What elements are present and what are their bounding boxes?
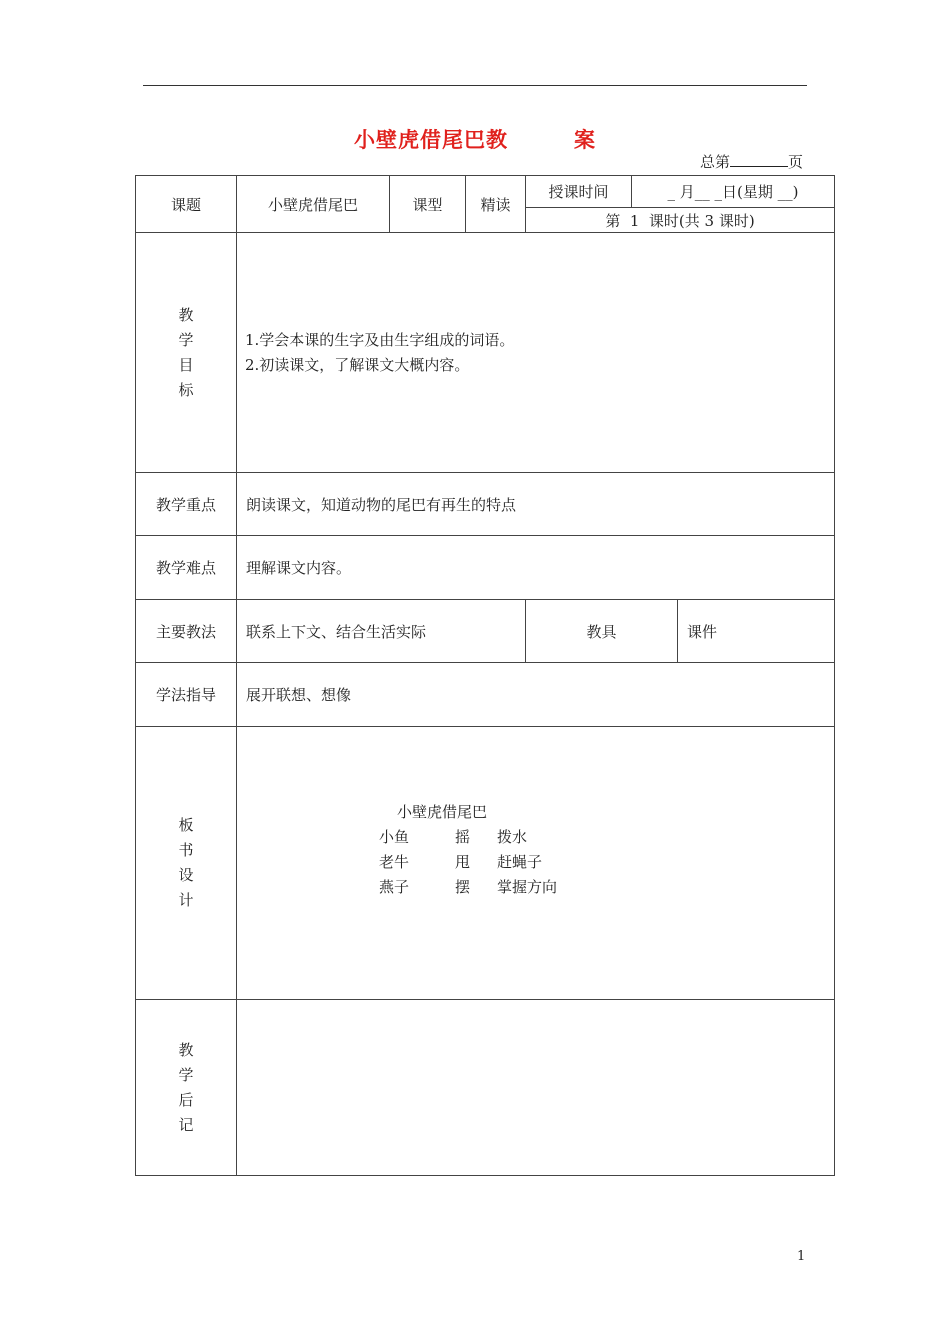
board-purpose: 赶蝇子 — [497, 853, 543, 871]
row-goals — [136, 233, 835, 473]
study-label: 学法指导 — [136, 663, 237, 727]
board-label-char: 书 — [178, 841, 194, 859]
board-action: 摆 — [455, 878, 471, 896]
date-value: _ 月__ _日(星期 __) — [632, 176, 835, 208]
page-total-suffix: 页 — [788, 153, 804, 171]
row-reflection — [136, 1000, 835, 1176]
type-value: 精读 — [466, 176, 526, 233]
row-topic — [136, 176, 835, 208]
page-total-blank — [730, 152, 788, 167]
row-study — [136, 663, 835, 727]
board-content — [237, 727, 835, 1000]
row-difficulty — [136, 536, 835, 600]
goals-label-char: 学 — [178, 330, 194, 349]
difficulty-label: 教学难点 — [136, 536, 237, 600]
header-rule — [143, 85, 807, 86]
period-value: 第 1 课时(共 3 课时) — [526, 208, 835, 233]
topic-label: 课题 — [136, 176, 237, 233]
topic-value: 小壁虎借尾巴 — [237, 176, 390, 233]
reflection-label-char: 学 — [178, 1065, 194, 1084]
board-purpose: 掌握方向 — [497, 878, 558, 896]
board-label-char: 设 — [178, 866, 194, 884]
goals-label — [136, 233, 237, 473]
board-row — [379, 850, 557, 875]
type-label: 课型 — [390, 176, 466, 233]
page-total-prefix: 总第 — [700, 153, 731, 171]
difficulty-value: 理解课文内容。 — [237, 536, 835, 600]
row-method — [136, 600, 835, 663]
board-animal: 老牛 — [379, 853, 410, 871]
board-title: 小壁虎借尾巴 — [397, 803, 488, 821]
goals-content — [237, 233, 835, 473]
goals-label-char: 标 — [178, 380, 194, 399]
board-animal: 燕子 — [379, 878, 410, 896]
goal-item: 1.学会本课的生字及由生字组成的词语。 — [245, 330, 515, 349]
lesson-plan-table — [135, 175, 835, 1176]
reflection-label — [136, 1000, 237, 1176]
goal-item: 2.初读课文，了解课文大概内容。 — [245, 355, 470, 374]
board-animal: 小鱼 — [379, 828, 410, 846]
method-value: 联系上下文、结合生活实际 — [237, 600, 526, 663]
reflection-label-char: 后 — [178, 1090, 194, 1109]
row-key-point — [136, 473, 835, 536]
goals-label-char: 目 — [178, 355, 194, 374]
time-label: 授课时间 — [526, 176, 632, 208]
board-label — [136, 727, 237, 1000]
tools-value: 课件 — [678, 600, 835, 663]
board-layout — [379, 800, 557, 900]
page-total-counter — [700, 151, 803, 172]
study-value: 展开联想、想像 — [237, 663, 835, 727]
key-point-value: 朗读课文，知道动物的尾巴有再生的特点 — [237, 473, 835, 536]
reflection-content — [237, 1000, 835, 1176]
method-label: 主要教法 — [136, 600, 237, 663]
reflection-label-char: 记 — [178, 1115, 194, 1134]
page-title — [0, 124, 950, 154]
board-action: 甩 — [455, 853, 471, 871]
goals-label-char: 教 — [178, 305, 194, 324]
reflection-label-char: 教 — [178, 1040, 194, 1059]
page-number: 1 — [797, 1249, 806, 1264]
tools-label: 教具 — [526, 600, 678, 663]
board-row — [379, 825, 557, 850]
board-row — [379, 875, 557, 900]
board-action: 摇 — [455, 828, 471, 846]
title-part-1: 小壁虎借尾巴教 — [354, 127, 508, 152]
board-label-char: 计 — [178, 891, 194, 909]
board-label-char: 板 — [178, 816, 194, 834]
row-board — [136, 727, 835, 1000]
board-purpose: 拨水 — [497, 828, 528, 846]
key-point-label: 教学重点 — [136, 473, 237, 536]
title-part-2: 案 — [574, 127, 596, 152]
